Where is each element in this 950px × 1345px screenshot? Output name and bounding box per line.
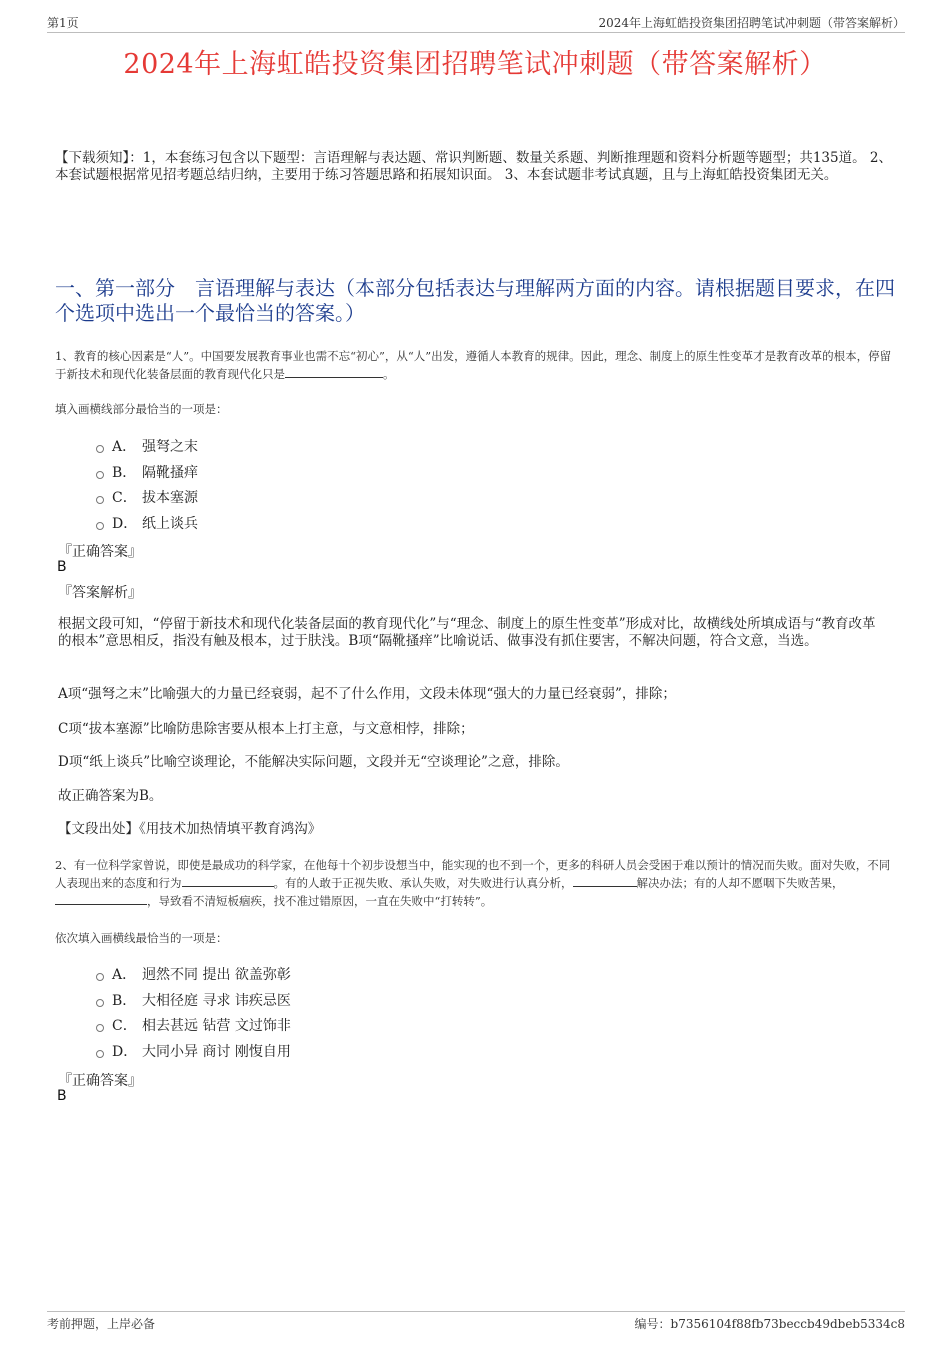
question-2-options: [96, 961, 291, 1064]
option-d[interactable]: D． 纸上谈兵: [96, 510, 198, 536]
radio-icon[interactable]: [96, 496, 104, 504]
radio-icon[interactable]: [96, 1024, 104, 1032]
radio-icon[interactable]: [96, 471, 104, 479]
footer-slogan: 考前押题，上岸必备: [47, 1317, 156, 1331]
page-header: [47, 14, 905, 33]
question-2-text: 2、有一位科学家曾说，即使是最成功的科学家，在他每十个初步设想当中，能实现的也不到一个，更多的科研人员会受困于难以预计的情况而失败。面对失败，不同人表现出来的态度和行为 。有的人敢于正视失败、承认失败，对失败进行认真分析， 解决办法；有的人却不愿咽下失败苦果，，导致看不清短板痼疾，找不准过错原因，一直在失败中“打转转”。: [55, 858, 891, 908]
section-title: 一、第一部分 言语理解与表达（本部分包括表达与理解两方面的内容。请根据题目要求，在四个选项中选出一个最恰当的答案。）: [55, 276, 895, 325]
question-1-options: [96, 433, 198, 536]
analysis-label: 『答案解析』: [58, 585, 142, 601]
analysis-paragraph: 根据文段可知，“停留于新技术和现代化装备层面的教育现代化”与“理念、制度上的原生性变革”形成对比，故横线处所填成语与“教育改革的根本”意思相反，指没有触及根本，过于肤浅。B项“隔靴搔痒”比喻说话、做事没有抓住要害，不解决问题，符合文意，当选。: [58, 616, 876, 649]
question-2-instruction: 依次填入画横线最恰当的一项是：: [55, 931, 228, 945]
analysis-paragraph: A项“强弩之末”比喻强大的力量已经衰弱，起不了什么作用，文段未体现“强大的力量已经衰弱”，排除；: [58, 686, 676, 702]
download-notice: 【下载须知】：1，本套练习包含以下题型：言语理解与表达题、常识判断题、数量关系题、判断推理题和资料分析题等题型；共135道。 2、本套试题根据常见招考题总结归纳，主要用于练习答题思路和拓展知识面。 3、本套试题非考试真题，且与上海虹皓投资集团无关。: [55, 150, 892, 183]
page-footer: [47, 1311, 905, 1334]
option-c[interactable]: C． 相去甚远 钻营 文过饰非: [96, 1013, 291, 1039]
answer-blank: [285, 366, 383, 378]
document-title: 2024年上海虹皓投资集团招聘笔试冲刺题（带答案解析）: [123, 49, 827, 80]
radio-icon[interactable]: [96, 1050, 104, 1058]
option-b[interactable]: B． 隔靴搔痒: [96, 459, 198, 485]
source-reference: 【文段出处】《用技术加热情填平教育鸿沟》: [58, 821, 322, 837]
analysis-paragraph: D项“纸上谈兵”比喻空谈理论，不能解决实际问题，文段并无“空谈理论”之意，排除。: [58, 754, 569, 770]
header-doc-title: 2024年上海虹皓投资集团招聘笔试冲刺题（带答案解析）: [598, 16, 905, 30]
option-a[interactable]: A． 强弩之末: [96, 433, 198, 459]
answer-blank: [573, 875, 637, 887]
correct-answer: B: [57, 559, 67, 575]
answer-blank: [55, 893, 147, 905]
analysis-paragraph: C项“拔本塞源”比喻防患除害要从根本上打主意，与文意相悖，排除；: [58, 721, 474, 737]
correct-answer-label: 『正确答案』: [58, 544, 142, 560]
radio-icon[interactable]: [96, 973, 104, 981]
option-c[interactable]: C． 拔本塞源: [96, 485, 198, 511]
document-id: 编号：b7356104f88fb73beccb49dbeb5334c8: [634, 1317, 905, 1331]
option-d[interactable]: D． 大同小异 商讨 刚愎自用: [96, 1038, 291, 1064]
option-a[interactable]: A． 迥然不同 提出 欲盖弥彰: [96, 961, 291, 987]
correct-answer: B: [57, 1088, 67, 1104]
radio-icon[interactable]: [96, 999, 104, 1007]
radio-icon[interactable]: [96, 522, 104, 530]
option-b[interactable]: B． 大相径庭 寻求 讳疾忌医: [96, 987, 291, 1013]
page-number: 第1页: [47, 16, 79, 30]
question-1-instruction: 填入画横线部分最恰当的一项是：: [55, 402, 228, 416]
answer-blank: [182, 875, 274, 887]
radio-icon[interactable]: [96, 445, 104, 453]
analysis-paragraph: 故正确答案为B。: [58, 788, 163, 804]
question-1-text: 1、教育的核心因素是“人”。中国要发展教育事业也需不忘“初心”，从“人”出发，遵循人本教育的规律。因此，理念、制度上的原生性变革才是教育改革的根本，停留于新技术和现代化装备层面的教育现代化只是 。: [55, 349, 892, 381]
correct-answer-label: 『正确答案』: [58, 1073, 142, 1089]
